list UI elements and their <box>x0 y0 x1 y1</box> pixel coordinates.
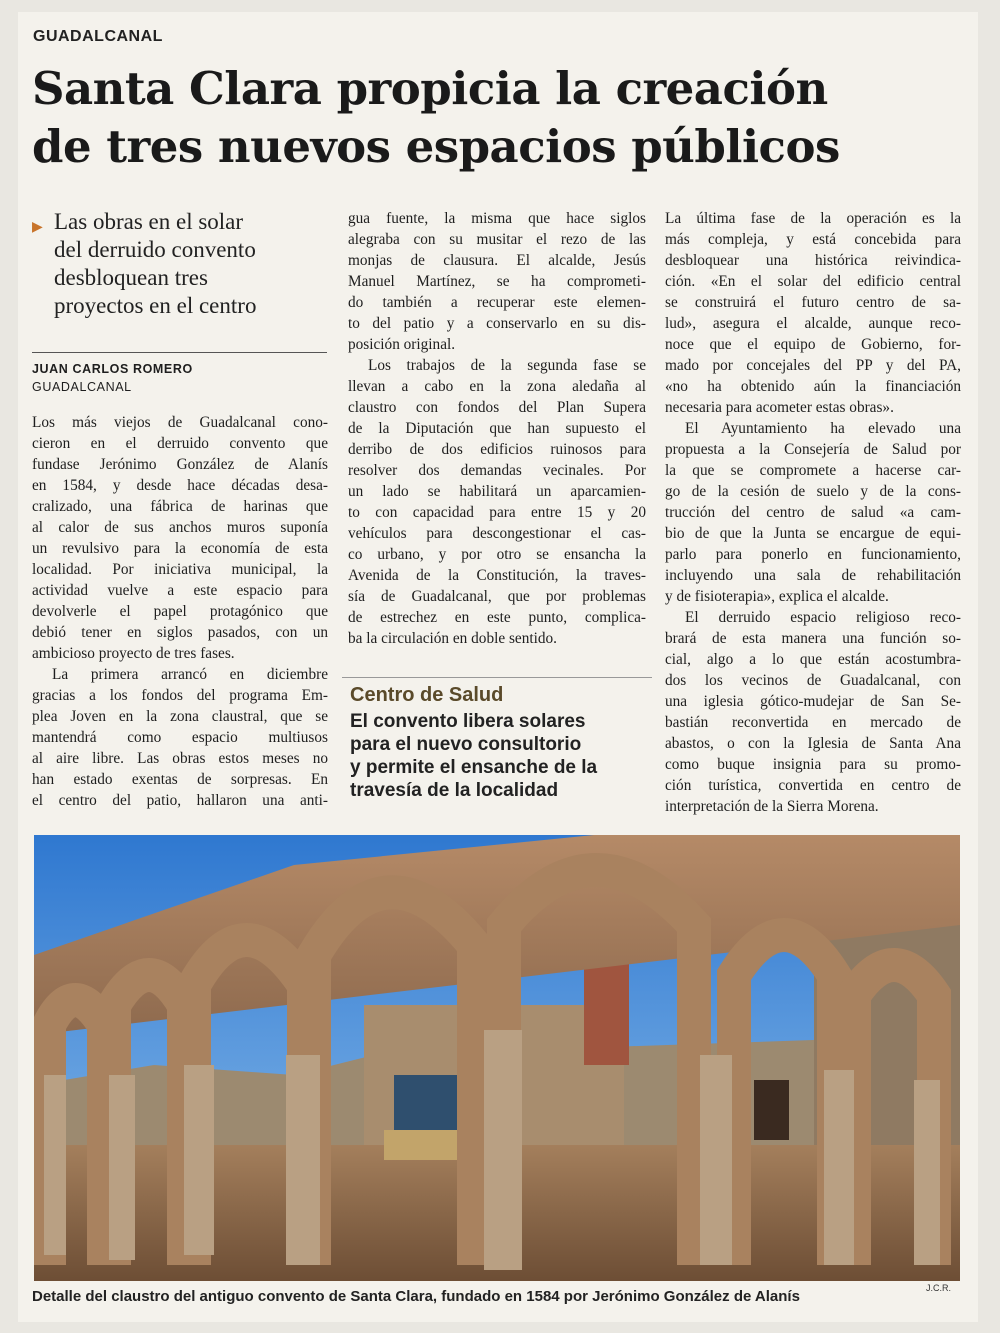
subheadline-line: proyectos en el centro <box>54 293 257 318</box>
article-text-line: mantendrá como espacio multiusos <box>32 729 328 746</box>
article-text-line: un revulsivo para la economía de esta <box>32 540 328 557</box>
sidebar-kicker: Centro de Salud <box>350 684 504 706</box>
article-text-line: gracias a los fondos del programa Em- <box>32 687 328 704</box>
sidebar-deck-line: travesía de la localidad <box>350 780 559 801</box>
article-text-line: noce que el equipo de Gobierno, for- <box>665 336 961 353</box>
excavator-body <box>394 1075 464 1135</box>
bullet-arrow-icon: ▶ <box>32 220 43 235</box>
article-text-line: vehículos para descongestionar el cas- <box>348 525 646 542</box>
article-text-line: ba la circulación en doble sentido. <box>348 630 557 647</box>
article-text-line: monjas de clausura. El alcalde, Jesús <box>348 252 646 269</box>
sidebar-deck-line: y permite el ensanche de la <box>350 757 598 778</box>
sidebar-deck <box>342 710 652 802</box>
byline <box>32 360 193 396</box>
article-text-line: al aire libre. Las obras estos meses no <box>32 750 328 767</box>
subheadline-line: Las obras en el solar <box>54 209 244 234</box>
sidebar-deck-line: El convento libera solares <box>350 711 586 732</box>
article-text-line: trucción del centro de salud «a cam- <box>665 504 961 521</box>
article-text-line: claustro con fondos del Plan Supera <box>348 399 646 416</box>
article-text-line: brará de esta manera una función so- <box>665 630 961 647</box>
article-text-line: go de la cesión de suelo y de la cons- <box>665 483 961 500</box>
byline-location: GUADALCANAL <box>32 380 132 394</box>
article-text-line: debió tener en siglos pasados, con un <box>32 624 328 641</box>
subheadline-line: del derruido convento <box>54 237 256 262</box>
article-text-line: plea Joven en la zona claustral, que se <box>32 708 328 725</box>
subheadline <box>32 208 332 320</box>
article-text-line: el centro del patio, hallaron una anti- <box>32 792 328 809</box>
article-text-line: al calor de sus anchos muros suponía <box>32 519 328 536</box>
photo-caption: Detalle del claustro del antiguo convento de Santa Clara, fundado en 1584 por Jerónimo González de Alanís <box>32 1288 800 1305</box>
byline-author: JUAN CARLOS ROMERO <box>32 362 193 376</box>
article-column-1 <box>32 412 328 811</box>
article-text-line: más compleja, y está concebida para <box>665 231 961 248</box>
article-text-line: La última fase de la operación es la <box>665 210 961 227</box>
article-text-line: to del patio y a conservarlo en su dis- <box>348 315 646 332</box>
article-text-line: interpretación de la Sierra Morena. <box>665 798 879 815</box>
article-text-line: El derruido espacio religioso reco- <box>685 609 961 626</box>
article-text-line: cial, algo a lo que están acostumbra- <box>665 651 961 668</box>
article-text-line: necesaria para acometer estas obras». <box>665 399 894 416</box>
subheadline-line: desbloquean tres <box>54 265 208 290</box>
sidebar-box <box>342 677 652 802</box>
sidebar-divider <box>342 677 652 678</box>
article-text-line: to con capacidad para entre 15 y 20 <box>348 504 646 521</box>
article-text-line: lud», asegura el alcalde, aunque reco- <box>665 315 961 332</box>
article-text-line: devolverle el papel protagónico que <box>32 603 328 620</box>
article-text-line: «no ha obtenido aún la financiación <box>665 378 961 395</box>
article-text-line: resolver dos demandas vecinales. Por <box>348 462 646 479</box>
article-text-line: La primera arrancó en diciembre <box>52 666 328 683</box>
article-text-line: se construirá el futuro centro de sa- <box>665 294 961 311</box>
article-text-line: Los trabajos de la segunda fase se <box>368 357 646 374</box>
article-text-line: do también a recuperar este elemen- <box>348 294 646 311</box>
article-text-line: cralizado, una fábrica de harinas que <box>32 498 328 515</box>
headline <box>32 60 972 176</box>
headline-line-1: Santa Clara propicia la creación <box>32 62 828 115</box>
article-text-line: una iglesia gótico-mudejar de San Se- <box>665 693 961 710</box>
article-text-line: propuesta a la Consejería de Salud por <box>665 441 961 458</box>
article-text-line: llevan a cabo en la zona aledaña al <box>348 378 646 395</box>
article-text-line: bastián reconvertida en mercado de <box>665 714 961 731</box>
article-text-line: fundase Jerónimo González de Alanís <box>32 456 328 473</box>
article-text-line: desbloquear una histórica reivindica- <box>665 252 961 269</box>
article-text-line: abastos, o con la Iglesia de Santa Ana <box>665 735 961 752</box>
article-text-line: cieron en el derruido convento que <box>32 435 328 452</box>
article-text-line: la que se compromete a hacerse car- <box>665 462 961 479</box>
sidebar-deck-line: para el nuevo consultorio <box>350 734 582 755</box>
article-text-line: sía de Guadalcanal, que por problemas <box>348 588 646 605</box>
article-text-line: como buque insignia para su promo- <box>665 756 961 773</box>
article-text-line: parlo para ponerlo en funcionamiento, <box>665 546 961 563</box>
article-text-line: actividad vuelve a este espacio para <box>32 582 328 599</box>
cloister-photo <box>34 835 960 1281</box>
article-text-line: bio de que la Junta se encargue de equi- <box>665 525 961 542</box>
article-text-line: ción. «En el solar del edificio central <box>665 273 961 290</box>
article-text-line: un lado se habilitará un aparcamien- <box>348 483 646 500</box>
article-text-line: El Ayuntamiento ha elevado una <box>685 420 961 437</box>
section-label: GUADALCANAL <box>33 28 163 45</box>
barred-window <box>754 1080 789 1140</box>
article-text-line: posición original. <box>348 336 456 353</box>
article-text-line: mado por concejales del PP y del PA, <box>665 357 961 374</box>
article-text-line: alegraba con su musitar el rezo de las <box>348 231 646 248</box>
article-text-line: han estado exentas de sorpresas. En <box>32 771 328 788</box>
article-text-line: ción turística, convertida en centro de <box>665 777 961 794</box>
photo-credit: J.C.R. <box>926 1283 952 1293</box>
article-column-3 <box>665 208 961 817</box>
article-text-line: de la Diputación que han supuesto el <box>348 420 646 437</box>
cloister-illustration <box>34 835 960 1281</box>
article-column-2 <box>348 208 646 649</box>
article-text-line: en 1584, y desde hace décadas desa- <box>32 477 328 494</box>
article-text-line: localidad. Por iniciativa municipal, la <box>32 561 328 578</box>
article-text-line: incluyendo una sala de rehabilitación <box>665 567 961 584</box>
article-text-line: Los más viejos de Guadalcanal cono- <box>32 414 328 431</box>
article-text-line: gua fuente, la misma que hace siglos <box>348 210 646 227</box>
article-text-line: y de fisioterapia», explica el alcalde. <box>665 588 889 605</box>
article-text-line: de estrechez en este punto, complica- <box>348 609 646 626</box>
article-text-line: ambicioso proyecto de tres fases. <box>32 645 235 662</box>
headline-line-2: de tres nuevos espacios públicos <box>32 120 840 173</box>
article-text-line: dos los vecinos de Guadalcanal, con <box>665 672 961 689</box>
article-text-line: Manuel Martínez, se ha comprometi- <box>348 273 646 290</box>
article-text-line: Avenida de la Constitución, la traves- <box>348 567 646 584</box>
article-text-line: derribo de dos edificios ruinosos para <box>348 441 646 458</box>
byline-divider <box>32 352 327 353</box>
article-text-line: co urbano, y por otro se ensancha la <box>348 546 646 563</box>
